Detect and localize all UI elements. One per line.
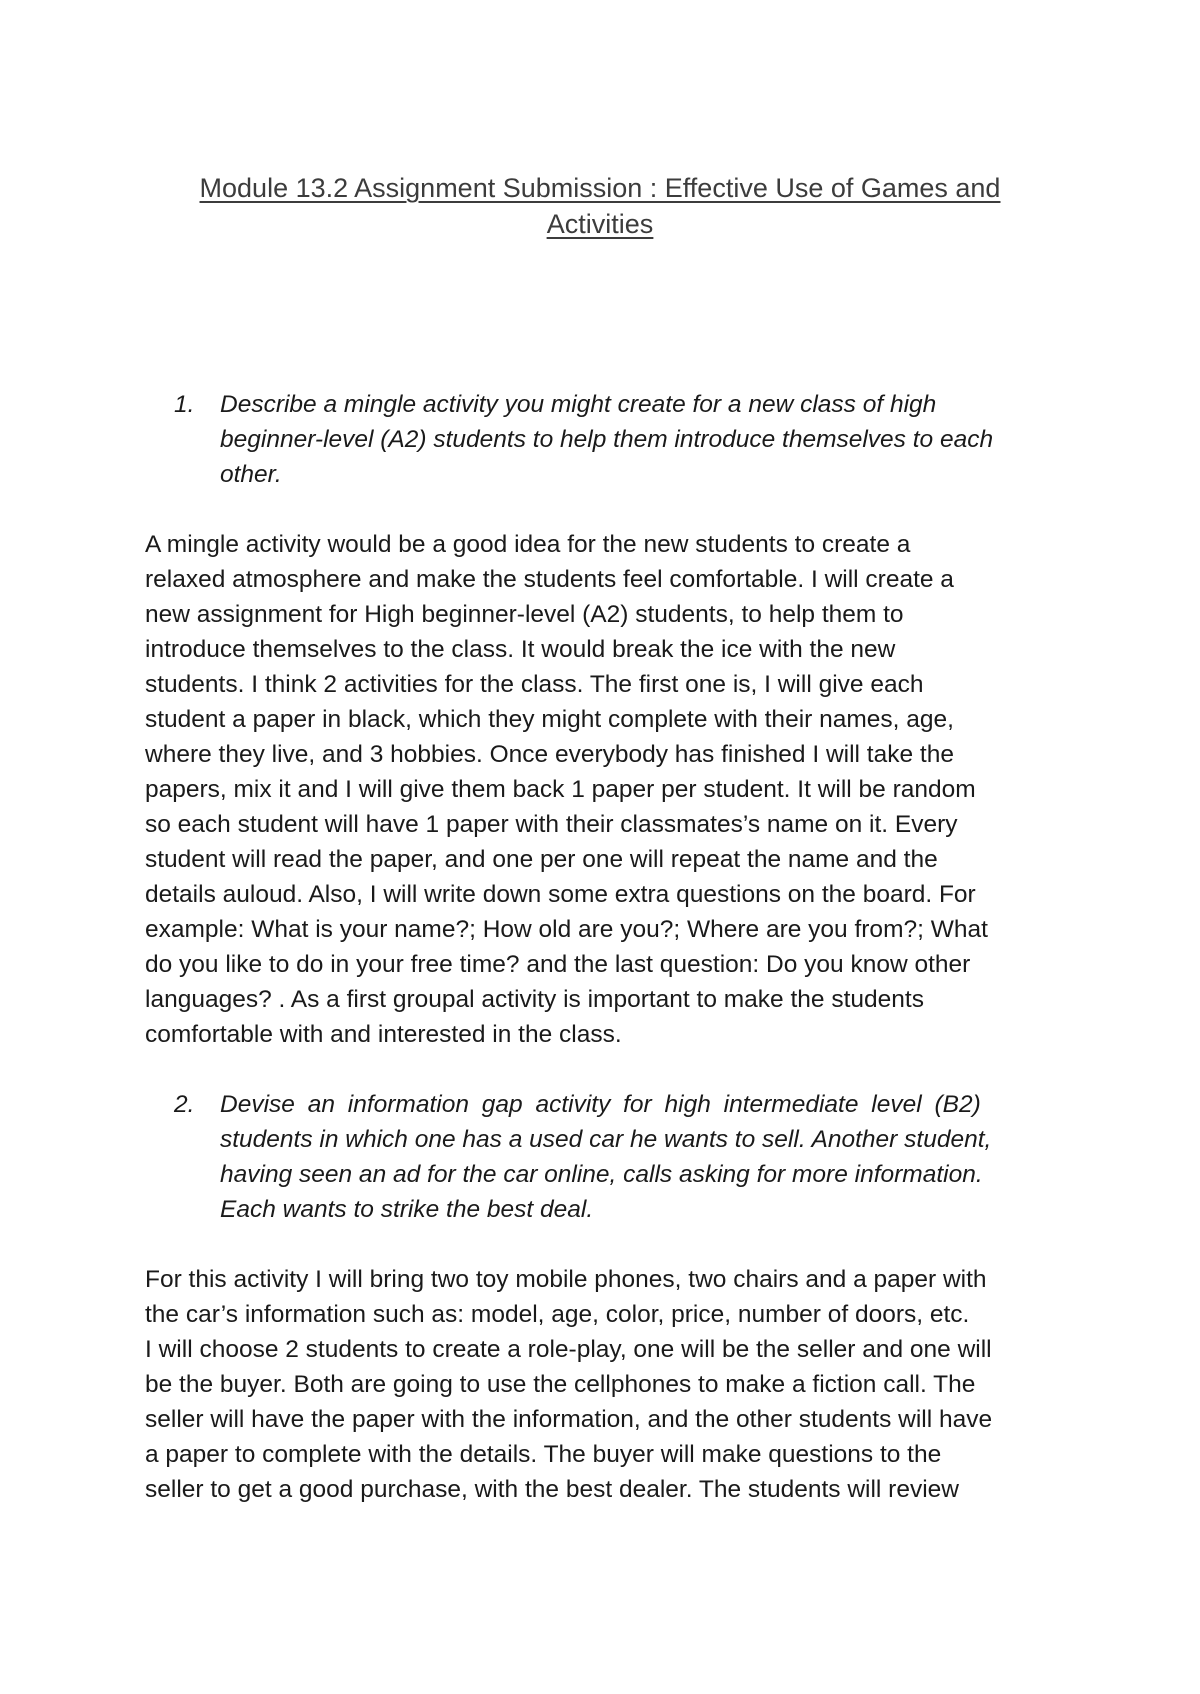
- question-line: other.: [220, 461, 282, 488]
- answer-line: so each student will have 1 paper with their classmates’s name on it. Every: [145, 811, 958, 838]
- answer-line: relaxed atmosphere and make the students feel comfortable. I will create a: [145, 566, 954, 593]
- title-line: Module 13.2 Assignment Submission : Effective Use of Games and: [199, 173, 1001, 203]
- answer-line: new assignment for High beginner-level (A2) students, to help them to: [145, 601, 904, 628]
- answer-line: I will choose 2 students to create a role-play, one will be the seller and one will: [145, 1336, 992, 1363]
- answer-line: be the buyer. Both are going to use the cellphones to make a fiction call. The: [145, 1371, 976, 1398]
- answer-line: student will read the paper, and one per one will repeat the name and the: [145, 846, 938, 873]
- title-line: Activities: [546, 209, 654, 239]
- answer-line: student a paper in black, which they might complete with their names, age,: [145, 706, 954, 733]
- question-line: having seen an ad for the car online, calls asking for more information.: [220, 1161, 983, 1188]
- answer-line: do you like to do in your free time? and the last question: Do you know other: [145, 951, 971, 978]
- answer-line: a paper to complete with the details. The buyer will make questions to the: [145, 1441, 942, 1468]
- question-number: 2.: [174, 1091, 195, 1118]
- answer-line: example: What is your name?; How old are you?; Where are you from?; What: [145, 916, 988, 943]
- question-line: students in which one has a used car he wants to sell. Another student,: [220, 1126, 992, 1153]
- question-line: Describe a mingle activity you might create for a new class of high: [220, 391, 937, 418]
- question-text: [220, 1087, 1104, 1227]
- answer-line: introduce themselves to the class. It would break the ice with the new: [145, 636, 896, 663]
- question-line: beginner-level (A2) students to help them introduce themselves to each: [220, 426, 994, 453]
- answer-line: students. I think 2 activities for the class. The first one is, I will give each: [145, 671, 924, 698]
- answer-line: comfortable with and interested in the class.: [145, 1021, 622, 1048]
- answer-line: where they live, and 3 hobbies. Once everybody has finished I will take the: [145, 741, 954, 768]
- answer-line: seller will have the paper with the information, and the other students will have: [145, 1406, 993, 1433]
- answer-line: papers, mix it and I will give them back 1 paper per student. It will be random: [145, 776, 976, 803]
- document-title: [140, 170, 1060, 242]
- answer-line: seller to get a good purchase, with the best dealer. The students will review: [145, 1476, 959, 1503]
- question-text: [220, 387, 1100, 492]
- answer-line: A mingle activity would be a good idea for the new students to create a: [145, 531, 911, 558]
- answer-line: details auloud. Also, I will write down some extra questions on the board. For: [145, 881, 976, 908]
- answer-1: [145, 527, 1075, 1052]
- answer-2: [145, 1262, 1075, 1507]
- question-line: Each wants to strike the best deal.: [220, 1196, 594, 1223]
- answer-line: For this activity I will bring two toy mobile phones, two chairs and a paper with: [145, 1266, 987, 1293]
- answer-line: languages? . As a first groupal activity is important to make the students: [145, 986, 924, 1013]
- answer-line: the car’s information such as: model, age, color, price, number of doors, etc.: [145, 1301, 970, 1328]
- question-number: 1.: [174, 391, 195, 418]
- question-line: Devise an information gap activity for high intermediate level (B2): [220, 1091, 981, 1118]
